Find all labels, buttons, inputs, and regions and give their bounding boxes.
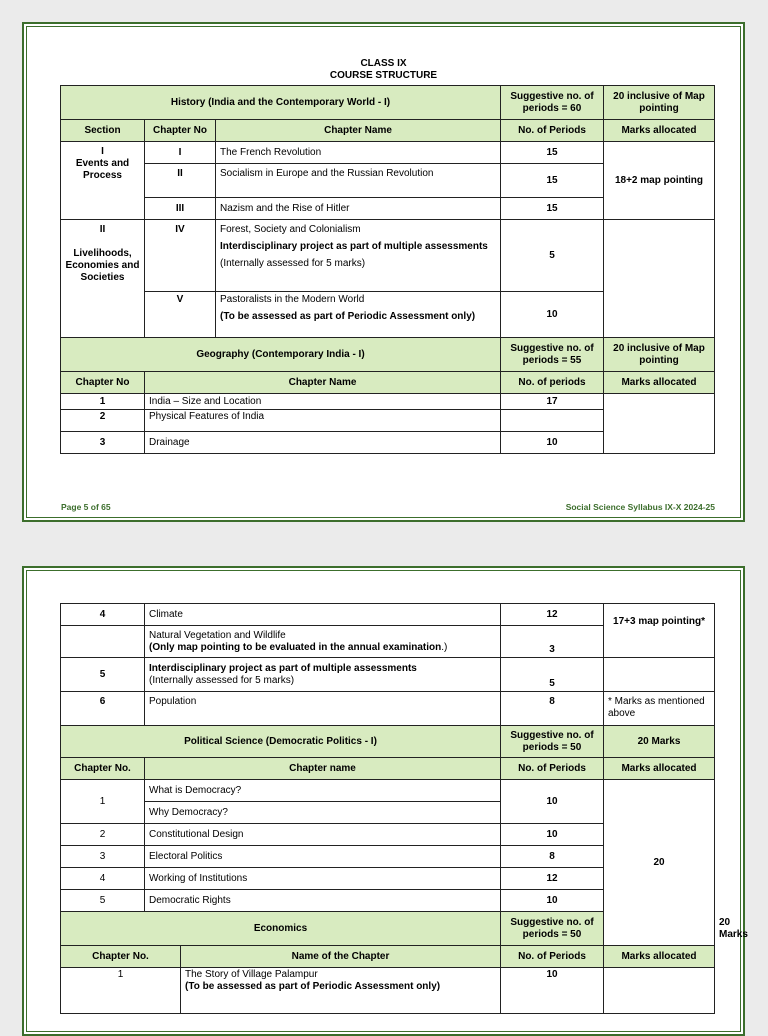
history-inclusive: 20 inclusive of Map pointing [604, 86, 715, 120]
chapter-note-tail: .) [441, 641, 448, 653]
col-chapter-no: Chapter No [61, 372, 145, 394]
chapter-no: V [145, 292, 216, 338]
economics-heading: Economics [61, 912, 501, 946]
history-geography-table [60, 85, 715, 454]
geography-heading: Geography (Contemporary India - I) [61, 338, 501, 372]
chapter-no: I [145, 142, 216, 164]
chapter-no: IV [145, 220, 216, 292]
chapter-name: What is Democracy? [145, 780, 501, 802]
chapter-no: 1 [61, 780, 145, 824]
chapter-name: The French Revolution [216, 142, 501, 164]
chapter-no: 5 [61, 890, 145, 912]
table-row [61, 394, 715, 410]
chapter-name: Nazism and the Rise of Hitler [216, 198, 501, 220]
chapter-note-bold: Interdisciplinary project as part of multiple assessments [220, 241, 488, 252]
marks-economics [604, 968, 715, 1014]
chapter-no: 5 [61, 658, 145, 692]
chapter-name: Climate [145, 604, 501, 626]
page-5 [22, 22, 745, 522]
course-structure-title: COURSE STRUCTURE [329, 70, 438, 81]
table-row [61, 692, 715, 726]
periods: 5 [501, 220, 604, 292]
periods: 10 [501, 780, 604, 824]
marks-empty [604, 658, 715, 692]
chapter-note-bold: (To be assessed as part of Periodic Assessment only) [220, 311, 476, 322]
chapter-name: The Story of Village Palampur [185, 969, 318, 980]
periods: 17 [501, 394, 604, 410]
chapter-no: 3 [61, 432, 145, 454]
history-suggestive: Suggestive no. of periods = 60 [501, 86, 604, 120]
chapter-no: 2 [61, 410, 145, 432]
col-periods: No. of Periods [501, 946, 604, 968]
polsci-marks: 20 Marks [604, 726, 715, 758]
col-chapter-name: Chapter Name [216, 120, 501, 142]
periods: 15 [501, 198, 604, 220]
chapter-name: Working of Institutions [145, 868, 501, 890]
marks-history-1: 18+2 map pointing [604, 142, 715, 220]
chapter-no: 4 [61, 868, 145, 890]
chapter-name: Natural Vegetation and Wildlife [149, 629, 286, 641]
chapter-no: 3 [61, 846, 145, 868]
table-row [61, 220, 715, 292]
col-periods: No. of periods [501, 372, 604, 394]
periods: 3 [501, 626, 604, 658]
history-heading: History (India and the Contemporary World - I) [61, 86, 501, 120]
marks-history-2 [604, 220, 715, 338]
periods: 10 [501, 890, 604, 912]
chapter-no: 4 [61, 604, 145, 626]
periods: 12 [501, 868, 604, 890]
chapter-name-cell [145, 626, 501, 658]
chapter-name: Socialism in Europe and the Russian Revolution [216, 164, 501, 198]
geography-polsci-economics-table: 4 Climate 12 17+3 map pointing* Natural Vegetation and Wildlife (Only map pointing to be evaluated in the annual examination.) 3 5 Interdisciplinary project as part of multiple assessments (Internally assessed for 5 marks) 5 6 Population 8 * Marks as mentioned above Political Science (Democratic Politics - I) Suggestive no. of periods = 50 20 Marks Chapter No. Chapter name No. of Periods Marks allocated 1 What is Democracy? 10 20 Why Democracy? 2 Constitutional Design 10 3 Electoral Politics 8 4 Working of Institutions 12 5 Democratic Rights 10 Economics Suggestive no. of periods = 50 20 Marks Chapter No. Name of the Chapter No. of Periods Marks allocated 1 The Story of Village Palampur (To be assessed as part of Periodic Assessment only) 10 [60, 603, 715, 1014]
table-row [61, 658, 715, 692]
table-row [61, 968, 715, 1014]
chapter-no: II [145, 164, 216, 198]
marks-geography: 17+3 map pointing* [604, 604, 715, 658]
geography-inclusive: 20 inclusive of Map pointing [604, 338, 715, 372]
chapter-note-bold: (Only map pointing to be evaluated in the annual examination [149, 641, 442, 653]
chapter-no: 2 [61, 824, 145, 846]
section-2: II Livelihoods, Economies and Societies [61, 220, 145, 338]
col-chapter-no: Chapter No. [61, 758, 145, 780]
marks-polsci: 20 [604, 780, 715, 946]
periods: 8 [501, 692, 604, 726]
geography-suggestive: Suggestive no. of periods = 55 [501, 338, 604, 372]
table-row [61, 142, 715, 164]
chapter-name: Pastoralists in the Modern World [220, 294, 365, 305]
col-periods: No. of Periods [501, 120, 604, 142]
periods: 15 [501, 142, 604, 164]
periods: 10 [501, 968, 604, 1014]
col-chapter-no: Chapter No. [61, 946, 181, 968]
periods: 10 [501, 824, 604, 846]
table-row [61, 604, 715, 626]
periods: 8 [501, 846, 604, 868]
chapter-name: Electoral Politics [145, 846, 501, 868]
chapter-name: Why Democracy? [145, 802, 501, 824]
chapter-name: Forest, Society and Colonialism [220, 224, 361, 235]
periods: 15 [501, 164, 604, 198]
chapter-no: 6 [61, 692, 145, 726]
periods: 10 [501, 292, 604, 338]
chapter-name-cell [181, 968, 501, 1014]
polsci-heading: Political Science (Democratic Politics - I) [61, 726, 501, 758]
chapter-name: Democratic Rights [145, 890, 501, 912]
periods: 10 [501, 432, 604, 454]
periods [501, 410, 604, 432]
col-marks: Marks allocated [604, 372, 715, 394]
economics-suggestive: Suggestive no. of periods = 50 [501, 912, 604, 946]
chapter-no [61, 626, 145, 658]
col-marks: Marks allocated [604, 120, 715, 142]
chapter-name: Drainage [145, 432, 501, 454]
chapter-note: (Internally assessed for 5 marks) [220, 258, 366, 269]
chapter-name-cell [216, 220, 501, 292]
chapter-name: Interdisciplinary project as part of multiple assessments [149, 662, 417, 674]
col-marks: Marks allocated [604, 946, 715, 968]
col-chapter-name: Chapter Name [145, 372, 501, 394]
chapter-name: Population [145, 692, 501, 726]
periods: 5 [501, 658, 604, 692]
section-1: I Events and Process [61, 142, 145, 220]
syllabus-footer: Social Science Syllabus IX-X 2024-25 [565, 502, 715, 512]
col-chapter-name: Chapter name [145, 758, 501, 780]
chapter-name-cell [145, 658, 501, 692]
page-6 [22, 566, 748, 1036]
marks-geography [604, 394, 715, 454]
col-periods: No. of Periods [501, 758, 604, 780]
marks-note: * Marks as mentioned above [604, 692, 715, 726]
col-chapter-no: Chapter No [145, 120, 216, 142]
chapter-name: Physical Features of India [145, 410, 501, 432]
class-title: CLASS IX [360, 58, 407, 69]
col-chapter-name: Name of the Chapter [181, 946, 501, 968]
col-section: Section [61, 120, 145, 142]
chapter-note: (Internally assessed for 5 marks) [149, 674, 295, 686]
page-number: Page 5 of 65 [61, 502, 111, 512]
table-row [61, 780, 715, 802]
chapter-no: III [145, 198, 216, 220]
polsci-suggestive: Suggestive no. of periods = 50 [501, 726, 604, 758]
chapter-name-cell [216, 292, 501, 338]
chapter-no: 1 [61, 394, 145, 410]
chapter-no: 1 [61, 968, 181, 1014]
chapter-name: India – Size and Location [145, 394, 501, 410]
chapter-note-bold: (To be assessed as part of Periodic Assessment only) [185, 981, 441, 992]
periods: 12 [501, 604, 604, 626]
chapter-name: Constitutional Design [145, 824, 501, 846]
col-marks: Marks allocated [604, 758, 715, 780]
